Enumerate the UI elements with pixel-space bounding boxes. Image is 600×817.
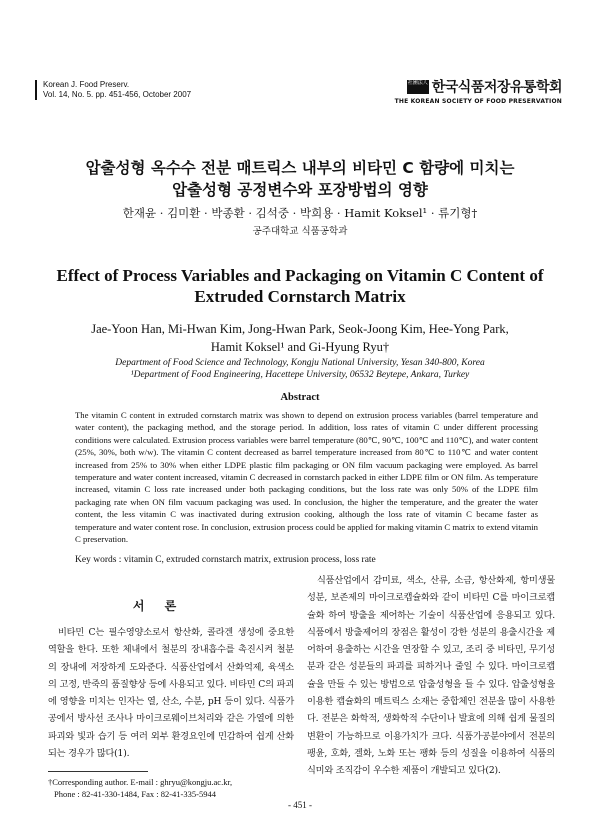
keywords: Key words : vitamin C, extruded cornstarch matrix, extrusion process, loss rate xyxy=(75,555,376,565)
footnote-divider xyxy=(48,771,148,772)
society-mark-icon: 社團法人 xyxy=(407,80,429,94)
journal-citation xyxy=(35,80,191,100)
society-name-en: THE KOREAN SOCIETY OF FOOD PRESERVATION xyxy=(394,97,562,105)
english-authors-line2: Hamit Koksel¹ and Gi-Hyung Ryu† xyxy=(210,340,390,354)
korean-authors: 한재윤 · 김미환 · 박종환 · 김석중 · 박희용 · Hamit Koksel¹ · 류기형† xyxy=(122,206,478,220)
english-title xyxy=(0,265,600,307)
society-name-ko: 한국식품저장유통학회 xyxy=(431,79,562,96)
body-right-column: 식품산업에서 감미료, 색소, 산류, 소금, 항산화제, 항미생물성분, 보존제의 마이크로캡슐화와 같이 비타민 C를 마이크로캡슐화 하여 방출을 제어하는 기술이 식품산업에 응용되고 있다. 식품에서 방출제어의 장점은 활성이 강한 성분의 용출시간을 제어하여 용출하는 시간을 연장할 수 있고, 조리 중 비타민, 무기성분과 같은 성분들의 파괴를 피하거나 줄일 수 있다. 마이크로캡슐을 만들 수 있는 방법으로 압출성형을 들 수 있다. 압출성형을 이용한 캡슐화의 매트릭스 소재는 중합체인 전분을 많이 사용한다. 전분은 화학적, 생화학적 수단이나 발효에 의해 쉽게 물질의 변환이 가능하므로 이용가치가 크다. 식품가공분야에서 전분의 팽윤, 호화, 겔화, 노화 또는 팽화 등의 성질을 이용하여 식품의 식미와 조직감이 우수한 제품이 개발되고 있다(2). xyxy=(307,575,555,777)
body-left-column: 비타민 C는 필수영양소로서 항산화, 콜라겐 생성에 중요한 역할을 한다. 또한 체내에서 철분의 장내흡수를 촉진시켜 철분의 장내에 저장하게 도와준다. 식품산업에서 산화억제, 육색소의 고정, 반죽의 품질향상 등에 사용되고 있다. 비타민 C의 파괴에 영향을 미치는 인자는 열, 산소, 수분, pH 등이 있다. 식품가공에서 방사선 조사나 마이크로웨이브처리와 같은 가열에 의한 파괴와 빛과 습기 등 여러 외부 환경요인에 민감하여 쉽게 산화되는 경우가 많다(1). xyxy=(48,627,294,760)
korean-title xyxy=(0,157,600,201)
journal-volume: Vol. 14, No. 5. pp. 451-456, October 2007 xyxy=(43,90,192,99)
abstract-text: The vitamin C content in extruded cornstarch matrix was shown to depend on extrusion process variables (barrel temperature and water content), the packaging method, and the storage period. In addition, loss rates of vitamin C under different processing conditions were calculated. Extrusion process variables were barrel temperature (80℃, 90℃, 100℃ and 110℃), and water content (25%, 30%, both w/w). The vitamin C content decreased as barrel temperature increased from 80℃ to 110℃ and water content increased from 25% to 30% when either LDPE plastic film packaging or ON film vacuum packaging were employed. As barrel temperature and water content increased, vitamin C decreased in cornstarch packed in either LDPE film or ON film. As temperature increased, vitamin C loss rate increased under both packaging conditions, but the loss rate was only 50% of the LDPE film packaging rate when ON film vacuum packaging was used. In conclusion, the higher the temperature, and the greater the water content, the less vitamin C was inactivated during extrusion cooking, although the loss rate of vitamin C became faster as temperature and water content rose. In conclusion, extrusion process could be applied for making vitamin C matrix to extend vitamin C preservation. xyxy=(75,410,539,545)
english-affiliations xyxy=(0,357,600,381)
korean-title-line1: 압출성형 옥수수 전분 매트릭스 내부의 비타민 C 함량에 미치는 xyxy=(85,159,515,177)
abstract-heading: Abstract xyxy=(280,392,320,403)
journal-name: Korean J. Food Preserv. xyxy=(43,80,130,89)
english-affiliation-1: Department of Food Science and Technology, Kongju National University, Yesan 340-800, Korea xyxy=(115,358,485,368)
korean-title-line2: 압출성형 공정변수와 포장방법의 영향 xyxy=(172,181,428,199)
corresponding-author-footnote xyxy=(48,776,298,800)
page-number: - 451 - xyxy=(288,800,312,810)
english-authors-line1: Jae-Yoon Han, Mi-Hwan Kim, Jong-Hwan Park, Seok-Joong Kim, Hee-Yong Park, xyxy=(91,322,509,336)
english-authors xyxy=(0,320,600,356)
korean-affiliation: 공주대학교 식품공학과 xyxy=(252,226,348,237)
section-heading-introduction: 서 론 xyxy=(132,599,185,613)
english-affiliation-2: ¹Department of Food Engineering, Hacettepe University, 06532 Beytepe, Ankara, Turkey xyxy=(130,370,470,380)
society-logo xyxy=(395,76,562,105)
footnote-phone: Phone : 82-41-330-1484, Fax : 82-41-335-5944 xyxy=(54,789,216,799)
english-title-line1: Effect of Process Variables and Packaging on Vitamin C Content of xyxy=(56,266,544,285)
footnote-email: †Corresponding author. E-mail : ghryu@kongju.ac.kr, xyxy=(48,777,233,787)
english-title-line2: Extruded Cornstarch Matrix xyxy=(194,287,406,306)
